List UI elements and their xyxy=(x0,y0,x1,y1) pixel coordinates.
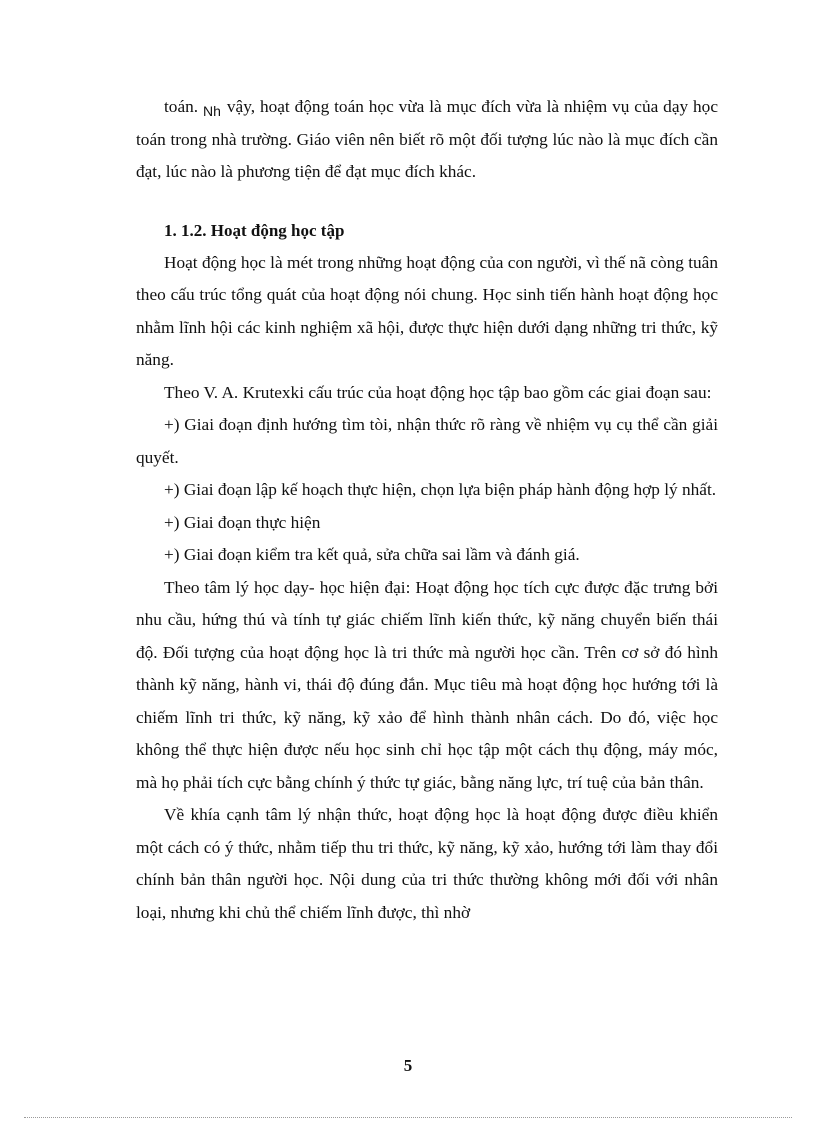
intro-rest: vậy, hoạt động toán học vừa là mục đích vừa là nhiệm vụ của dạy học toán trong nhà trường. Giáo viên nên biết rõ một đối tượng lúc nào là mục đích cần đạt, lúc nào là phương tiện để đạt mục đích khác. xyxy=(136,97,718,181)
intro-nh-fragment: Nh xyxy=(203,103,221,119)
section-heading: 1. 1.2. Hoạt động học tập xyxy=(164,220,345,240)
paragraph-cognitive-aspect: Về khía cạnh tâm lý nhận thức, hoạt động học là hoạt động được điều khiển một cách có ý thức, nhằm tiếp thu tri thức, kỹ năng, kỹ xảo, hướng tới làm thay đổi chính bản thân người học. Nội dung của tri thức thường không mới đối với nhân loại, nhưng khi chủ thể chiếm lĩnh được, thì nhờ xyxy=(136,805,718,922)
intro-paragraph xyxy=(136,91,718,189)
list-item-execution-stage: +) Giai đoạn thực hiện xyxy=(164,512,321,532)
list-item-evaluation-stage: +) Giai đoạn kiểm tra kết quả, sửa chữa sai lầm và đánh giá. xyxy=(164,545,580,564)
paragraph-modern-psychology: Theo tâm lý học dạy- học hiện đại: Hoạt động học tích cực được đặc trưng bởi nhu cầu, hứng thú và tính tự giác chiếm lĩnh kiến thức, kỹ năng chuyển biến thái độ. Đối tượng của hoạt động học là tri thức mà người học cần. Trên cơ sở đó hình thành kỹ năng, hành vi, thái độ đúng đắn. Mục tiêu mà hoạt động học hướng tới là chiếm lĩnh tri thức, kỹ năng, kỹ xảo để hình thành nhân cách. Do đó, việc học không thể thực hiện được nếu học sinh chỉ học tập một cách thụ động, máy móc, mà họ phải tích cực bằng chính ý thức tự giác, bằng năng lực, trí tuệ của bản thân. xyxy=(136,577,718,792)
page-number: 5 xyxy=(403,1056,413,1075)
intro-start: toán. xyxy=(164,97,199,116)
list-item-orientation-stage: +) Giai đoạn định hướng tìm tòi, nhận thức rõ ràng về nhiệm vụ cụ thể cần giải quyết. xyxy=(136,415,718,467)
body-text xyxy=(136,91,718,929)
footer-divider xyxy=(24,1117,792,1118)
list-item-planning-stage: +) Giai đoạn lập kế hoạch thực hiện, chọn lựa biện pháp hành động hợp lý nhất. xyxy=(164,480,717,499)
paragraph-krutexki-structure: Theo V. A. Krutexki cấu trúc của hoạt động học tập bao gồm các giai đoạn sau: xyxy=(164,382,712,402)
paragraph-learning-activity: Hoạt động học là mét trong những hoạt động của con người, vì thế nã còng tuân theo cấu trúc tổng quát của hoạt động nói chung. Học sinh tiến hành hoạt động học nhằm lĩnh hội các kinh nghiệm xã hội, được thực hiện dưới dạng những tri thức, kỹ năng. xyxy=(136,252,718,369)
